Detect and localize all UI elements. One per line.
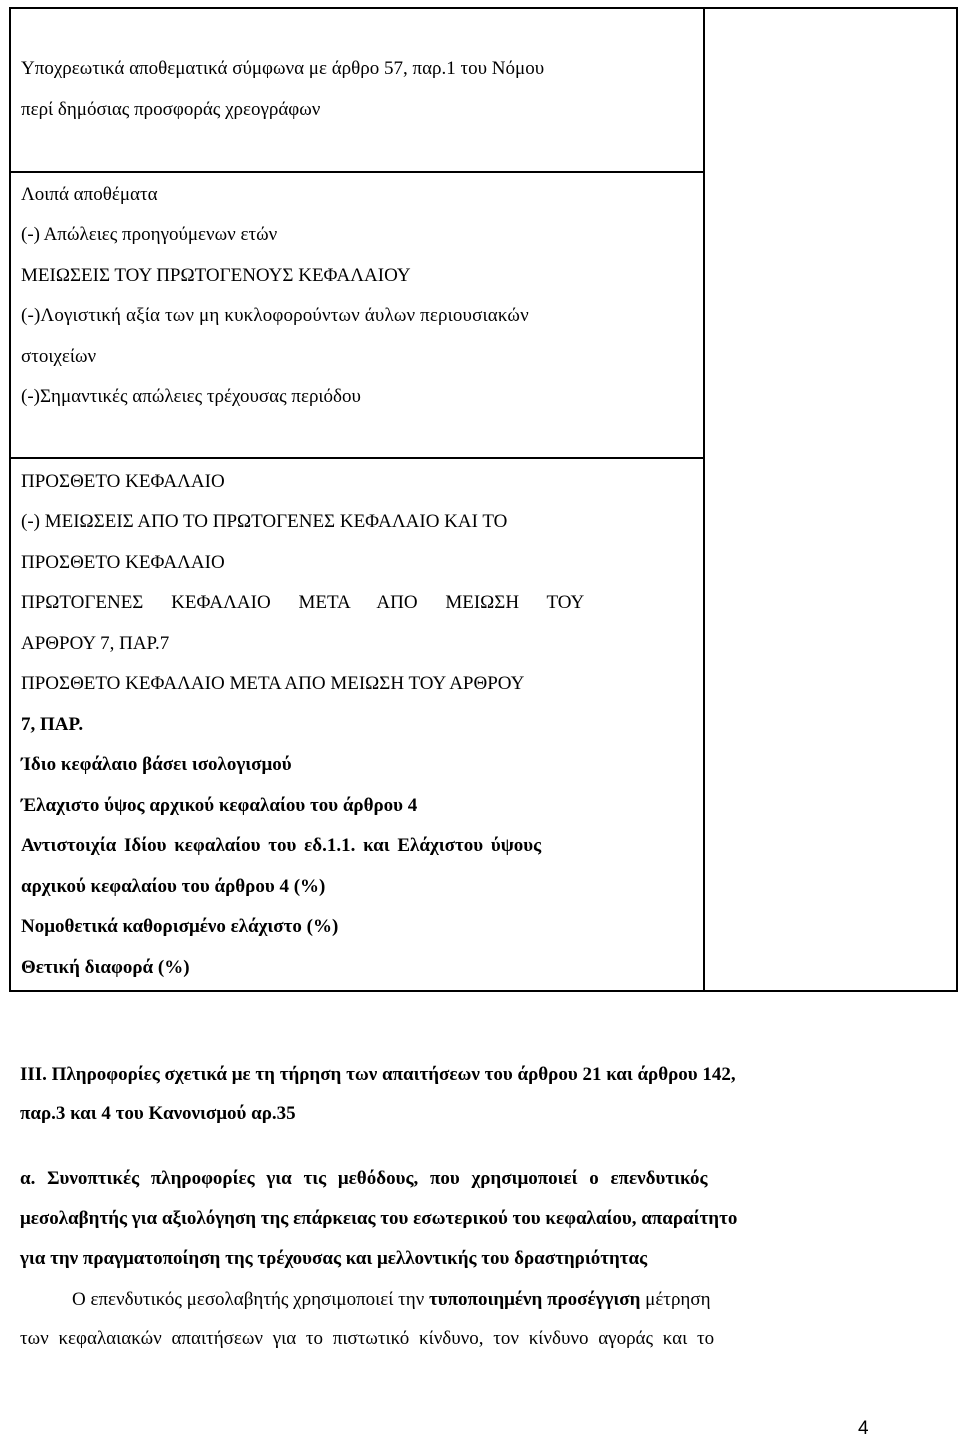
body-paragraph: των κεφαλαιακών απαιτήσεων για το πιστωτικό κίνδυνο, τον κίνδυνο αγοράς και το bbox=[20, 1328, 715, 1349]
table-row-label: Νομοθετικά καθορισμένο ελάχιστο (%) bbox=[21, 916, 339, 937]
subsection-heading: μεσολαβητής για αξιολόγηση της επάρκειας του εσωτερικού του κεφαλαίου, απαραίτητο bbox=[20, 1208, 738, 1229]
capital-table bbox=[9, 7, 958, 992]
table-row-label: ΜΕΙΩΣΕΙΣ ΤΟΥ ΠΡΩΤΟΓΕΝΟΥΣ ΚΕΦΑΛΑΙΟΥ bbox=[21, 265, 411, 286]
table-row-label: Αντιστοιχία Ιδίου κεφαλαίου του εδ.1.1. και Ελάχιστου ύψους bbox=[21, 835, 542, 856]
table-row-label: (-) Απώλειες προηγούμενων ετών bbox=[21, 224, 278, 245]
body-text: Ο επενδυτικός μεσολαβητής χρησιμοποιεί την bbox=[72, 1289, 425, 1310]
table-row-label: 7, ΠΑΡ. bbox=[21, 714, 84, 735]
table-row-label: Έλαχιστο ύψος αρχικού κεφαλαίου του άρθρου 4 bbox=[21, 795, 418, 816]
table-row-label: (-)Σημαντικές απώλειες τρέχουσας περιόδου bbox=[21, 386, 361, 407]
page-number: 4 bbox=[858, 1418, 869, 1439]
table-row-label: ΠΡΟΣΘΕΤΟ ΚΕΦΑΛΑΙΟ bbox=[21, 552, 225, 573]
table-row-label: ΠΡΟΣΘΕΤΟ ΚΕΦΑΛΑΙΟ bbox=[21, 471, 225, 492]
table-column-divider bbox=[703, 9, 705, 990]
table-row-label: (-) ΜΕΙΩΣΕΙΣ ΑΠΟ ΤΟ ΠΡΩΤΟΓΕΝΕΣ ΚΕΦΑΛΑΙΟ ΚΑΙ ΤΟ bbox=[21, 511, 508, 532]
table-row-label: Λοιπά αποθέματα bbox=[21, 184, 158, 205]
table-row-label: στοιχείων bbox=[21, 346, 97, 367]
table-row-label: περί δημόσιας προσφοράς χρεογράφων bbox=[21, 99, 321, 120]
table-row-label: ΠΡΩΤΟΓΕΝΕΣ ΚΕΦΑΛΑΙΟ ΜΕΤΑ ΑΠΟ ΜΕΙΩΣΗ ΤΟΥ bbox=[21, 592, 585, 613]
table-row-label: (-)Λογιστική αξία των μη κυκλοφορούντων άυλων περιουσιακών bbox=[21, 305, 529, 326]
subsection-heading: α. Συνοπτικές πληροφορίες για τις μεθόδους, που χρησιμοποιεί ο επενδυτικός bbox=[20, 1168, 708, 1189]
table-row-label: Θετική διαφορά (%) bbox=[21, 957, 190, 978]
body-text: μέτρηση bbox=[645, 1289, 711, 1310]
table-row-label: αρχικού κεφαλαίου του άρθρου 4 (%) bbox=[21, 876, 326, 897]
table-row-divider bbox=[11, 457, 703, 459]
body-paragraph bbox=[72, 1289, 872, 1311]
section-heading: ΙΙΙ. Πληροφορίες σχετικά με τη τήρηση των απαιτήσεων του άρθρου 21 και άρθρου 142, bbox=[20, 1064, 736, 1085]
body-emphasis: τυποποιημένη προσέγγιση bbox=[429, 1289, 641, 1310]
subsection-heading: για την πραγματοποίηση της τρέχουσας και μελλοντικής του δραστηριότητας bbox=[20, 1248, 648, 1269]
table-row-label: ΠΡΟΣΘΕΤΟ ΚΕΦΑΛΑΙΟ ΜΕΤΑ ΑΠΟ ΜΕΙΩΣΗ ΤΟΥ ΑΡΘΡΟΥ bbox=[21, 673, 525, 694]
section-heading: παρ.3 και 4 του Κανονισμού αρ.35 bbox=[20, 1103, 296, 1124]
table-row-divider bbox=[11, 171, 703, 173]
table-row-label: ΑΡΘΡΟΥ 7, ΠΑΡ.7 bbox=[21, 633, 170, 654]
table-row-label: Υποχρεωτικά αποθεματικά σύμφωνα με άρθρο 57, παρ.1 του Νόμου bbox=[21, 58, 545, 79]
table-row-label: Ίδιο κεφάλαιο βάσει ισολογισμού bbox=[21, 754, 292, 775]
